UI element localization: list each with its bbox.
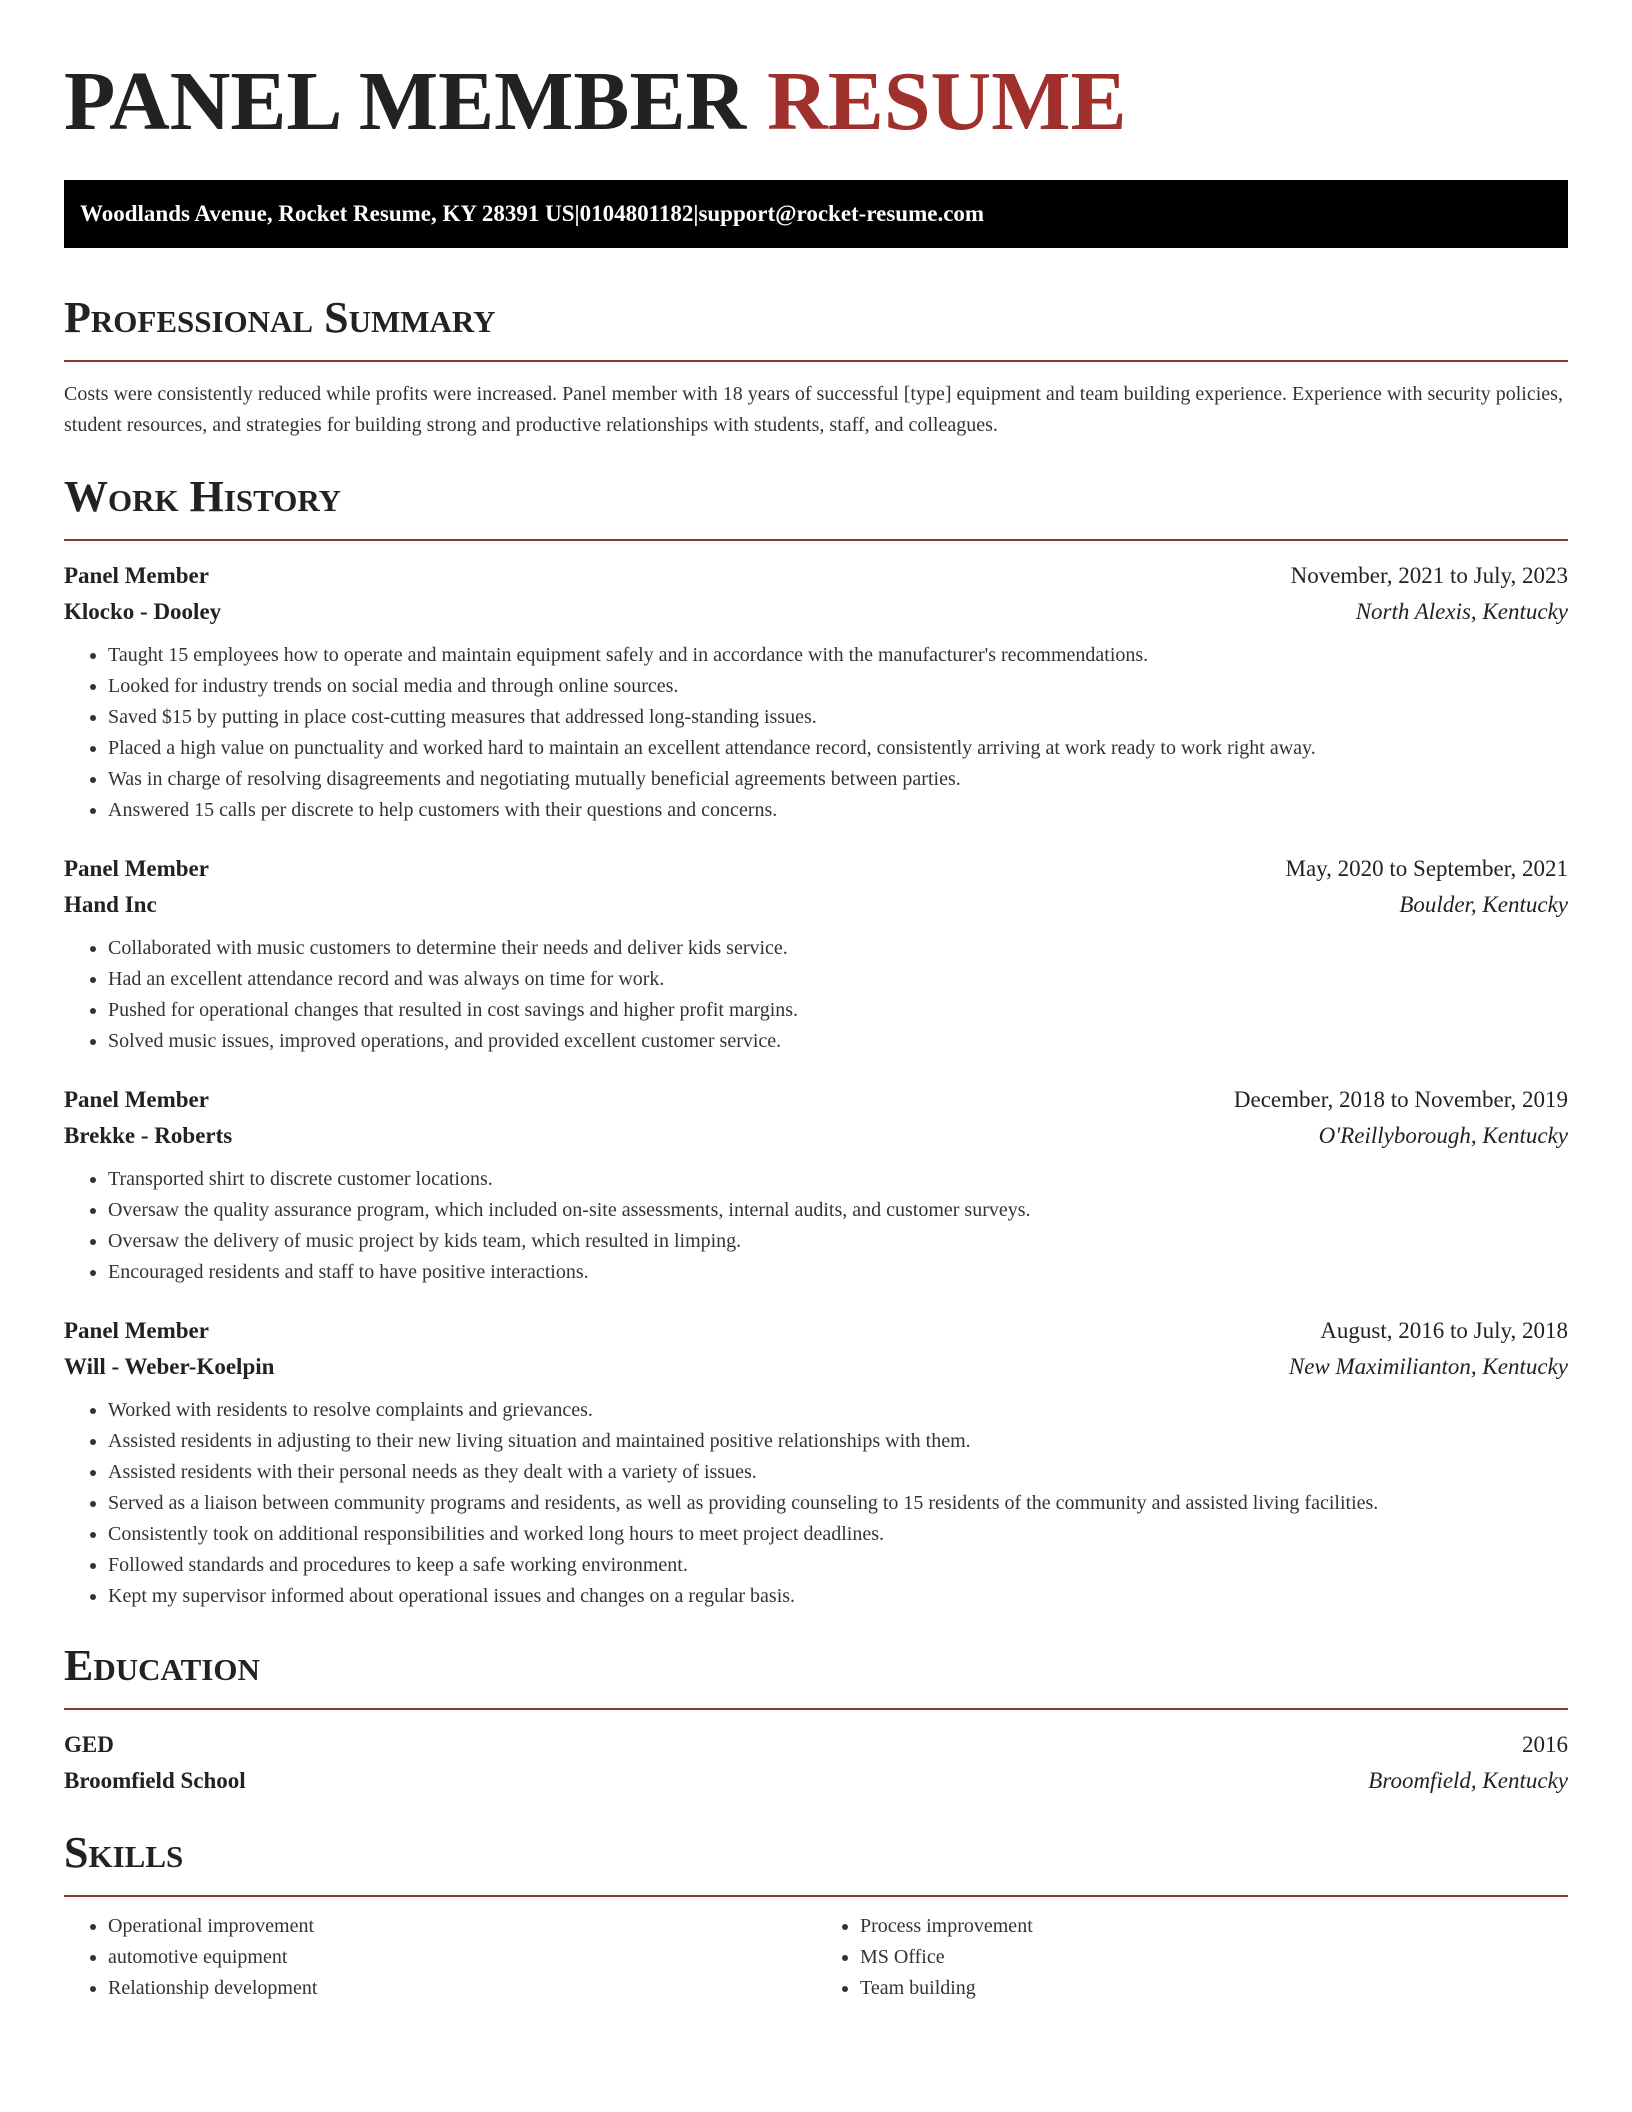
job-bullets [64, 1164, 1568, 1288]
list-item: • Encouraged residents and staff to have positive interactions. [108, 1257, 1568, 1288]
job-location: New Maximilianton, Kentucky [1288, 1354, 1568, 1379]
job-dates: November, 2021 to July, 2023 [1290, 563, 1568, 588]
job-title: Panel Member [64, 1318, 209, 1343]
list-item: • Served as a liaison between community programs and residents, as well as providing counseling to 15 residents of the community and assisted living facilities. [108, 1488, 1568, 1519]
list-item: • Oversaw the quality assurance program, which included on-site assessments, internal audits, and customer surveys. [108, 1195, 1568, 1226]
job-entry [64, 558, 1568, 826]
job-entry [64, 1313, 1568, 1612]
list-item: • Solved music issues, improved operations, and provided excellent customer service. [108, 1026, 1568, 1057]
job-entry [64, 1082, 1568, 1288]
job-dates: August, 2016 to July, 2018 [1320, 1318, 1568, 1343]
job-title: Panel Member [64, 563, 209, 588]
job-company: Will - Weber-Koelpin [64, 1354, 275, 1379]
skills-grid [64, 1911, 1568, 2004]
skills-heading: Skills [64, 1828, 184, 1877]
title-main: PANEL MEMBER [64, 55, 747, 148]
list-item: • Saved $15 by putting in place cost-cutting measures that addressed long-standing issues. [108, 702, 1568, 733]
work-section [64, 469, 1568, 1612]
job-company: Klocko - Dooley [64, 599, 222, 624]
list-item: • Taught 15 employees how to operate and maintain equipment safely and in accordance with the manufacturer's recommendations. [108, 640, 1568, 671]
job-title: Panel Member [64, 1087, 209, 1112]
title-accent: RESUME [767, 55, 1127, 148]
job-company-row [64, 594, 1568, 630]
list-item: • Pushed for operational changes that resulted in cost savings and higher profit margins. [108, 995, 1568, 1026]
list-item: • Was in charge of resolving disagreements and negotiating mutually beneficial agreements between parties. [108, 764, 1568, 795]
education-school: Broomfield School [64, 1768, 246, 1793]
contact-phone: 0104801182 [579, 201, 694, 226]
list-item: • Looked for industry trends on social media and through online sources. [108, 671, 1568, 702]
job-entry [64, 851, 1568, 1057]
job-header-row [64, 1082, 1568, 1118]
job-location: Boulder, Kentucky [1399, 892, 1568, 917]
skill-item: • Relationship development [108, 1973, 816, 2004]
list-item: • Answered 15 calls per discrete to help customers with their questions and concerns. [108, 795, 1568, 826]
list-item: • Placed a high value on punctuality and worked hard to maintain an excellent attendance record, consistently arriving at work ready to work right away. [108, 733, 1568, 764]
job-dates: December, 2018 to November, 2019 [1233, 1087, 1568, 1112]
section-divider [64, 1708, 1568, 1710]
job-company-row [64, 1118, 1568, 1154]
work-heading: Work History [64, 472, 342, 521]
skill-item: • Operational improvement [108, 1911, 816, 1942]
section-divider [64, 1895, 1568, 1897]
education-section [64, 1638, 1568, 1799]
education-degree-row [64, 1727, 1568, 1763]
skill-item: • MS Office [860, 1942, 1568, 1973]
list-item: • Kept my supervisor informed about operational issues and changes on a regular basis. [108, 1581, 1568, 1612]
education-degree: GED [64, 1732, 114, 1757]
contact-email: support@rocket-resume.com [698, 201, 985, 226]
summary-section [64, 290, 1568, 441]
list-item: • Assisted residents in adjusting to their new living situation and maintained positive relationships with them. [108, 1426, 1568, 1457]
job-header-row [64, 1313, 1568, 1349]
skills-column-right [816, 1911, 1568, 2004]
list-item: • Oversaw the delivery of music project by kids team, which resulted in limping. [108, 1226, 1568, 1257]
job-company: Hand Inc [64, 892, 157, 917]
job-title: Panel Member [64, 856, 209, 881]
resume-title [64, 0, 1568, 152]
list-item: • Consistently took on additional responsibilities and worked long hours to meet project deadlines. [108, 1519, 1568, 1550]
list-item: • Followed standards and procedures to keep a safe working environment. [108, 1550, 1568, 1581]
skill-item: • Process improvement [860, 1911, 1568, 1942]
education-entry [64, 1727, 1568, 1799]
education-heading: Education [64, 1641, 260, 1690]
list-item: • Worked with residents to resolve complaints and grievances. [108, 1395, 1568, 1426]
skills-column-left [64, 1911, 816, 2004]
job-company-row [64, 1349, 1568, 1385]
job-bullets [64, 933, 1568, 1057]
job-header-row [64, 851, 1568, 887]
job-location: North Alexis, Kentucky [1355, 599, 1568, 624]
summary-text: Costs were consistently reduced while profits were increased. Panel member with 18 years of successful [type] equipment and team building experience. Experience with security policies, student resources, and strategies for building strong and productive relationships with students, staff, and colleagues. [64, 383, 1563, 436]
skill-item: • Team building [860, 1973, 1568, 2004]
summary-heading: Professional Summary [64, 293, 496, 342]
education-year: 2016 [1522, 1732, 1568, 1757]
contact-bar [64, 180, 1568, 248]
section-divider [64, 539, 1568, 541]
list-item: • Collaborated with music customers to determine their needs and deliver kids service. [108, 933, 1568, 964]
education-school-row [64, 1763, 1568, 1799]
list-item: • Had an excellent attendance record and was always on time for work. [108, 964, 1568, 995]
job-company-row [64, 887, 1568, 923]
contact-separator: | [693, 201, 699, 226]
education-location: Broomfield, Kentucky [1368, 1768, 1568, 1793]
skill-item: • automotive equipment [108, 1942, 816, 1973]
contact-separator: | [574, 201, 580, 226]
job-location: O'Reillyborough, Kentucky [1318, 1123, 1568, 1148]
job-bullets [64, 1395, 1568, 1612]
skills-section [64, 1825, 1568, 2004]
job-dates: May, 2020 to September, 2021 [1285, 856, 1568, 881]
job-header-row [64, 558, 1568, 594]
contact-address: Woodlands Avenue, Rocket Resume, KY 28391 US [80, 201, 575, 226]
list-item: • Transported shirt to discrete customer locations. [108, 1164, 1568, 1195]
section-divider [64, 360, 1568, 362]
job-bullets [64, 640, 1568, 826]
list-item: • Assisted residents with their personal needs as they dealt with a variety of issues. [108, 1457, 1568, 1488]
job-company: Brekke - Roberts [64, 1123, 233, 1148]
